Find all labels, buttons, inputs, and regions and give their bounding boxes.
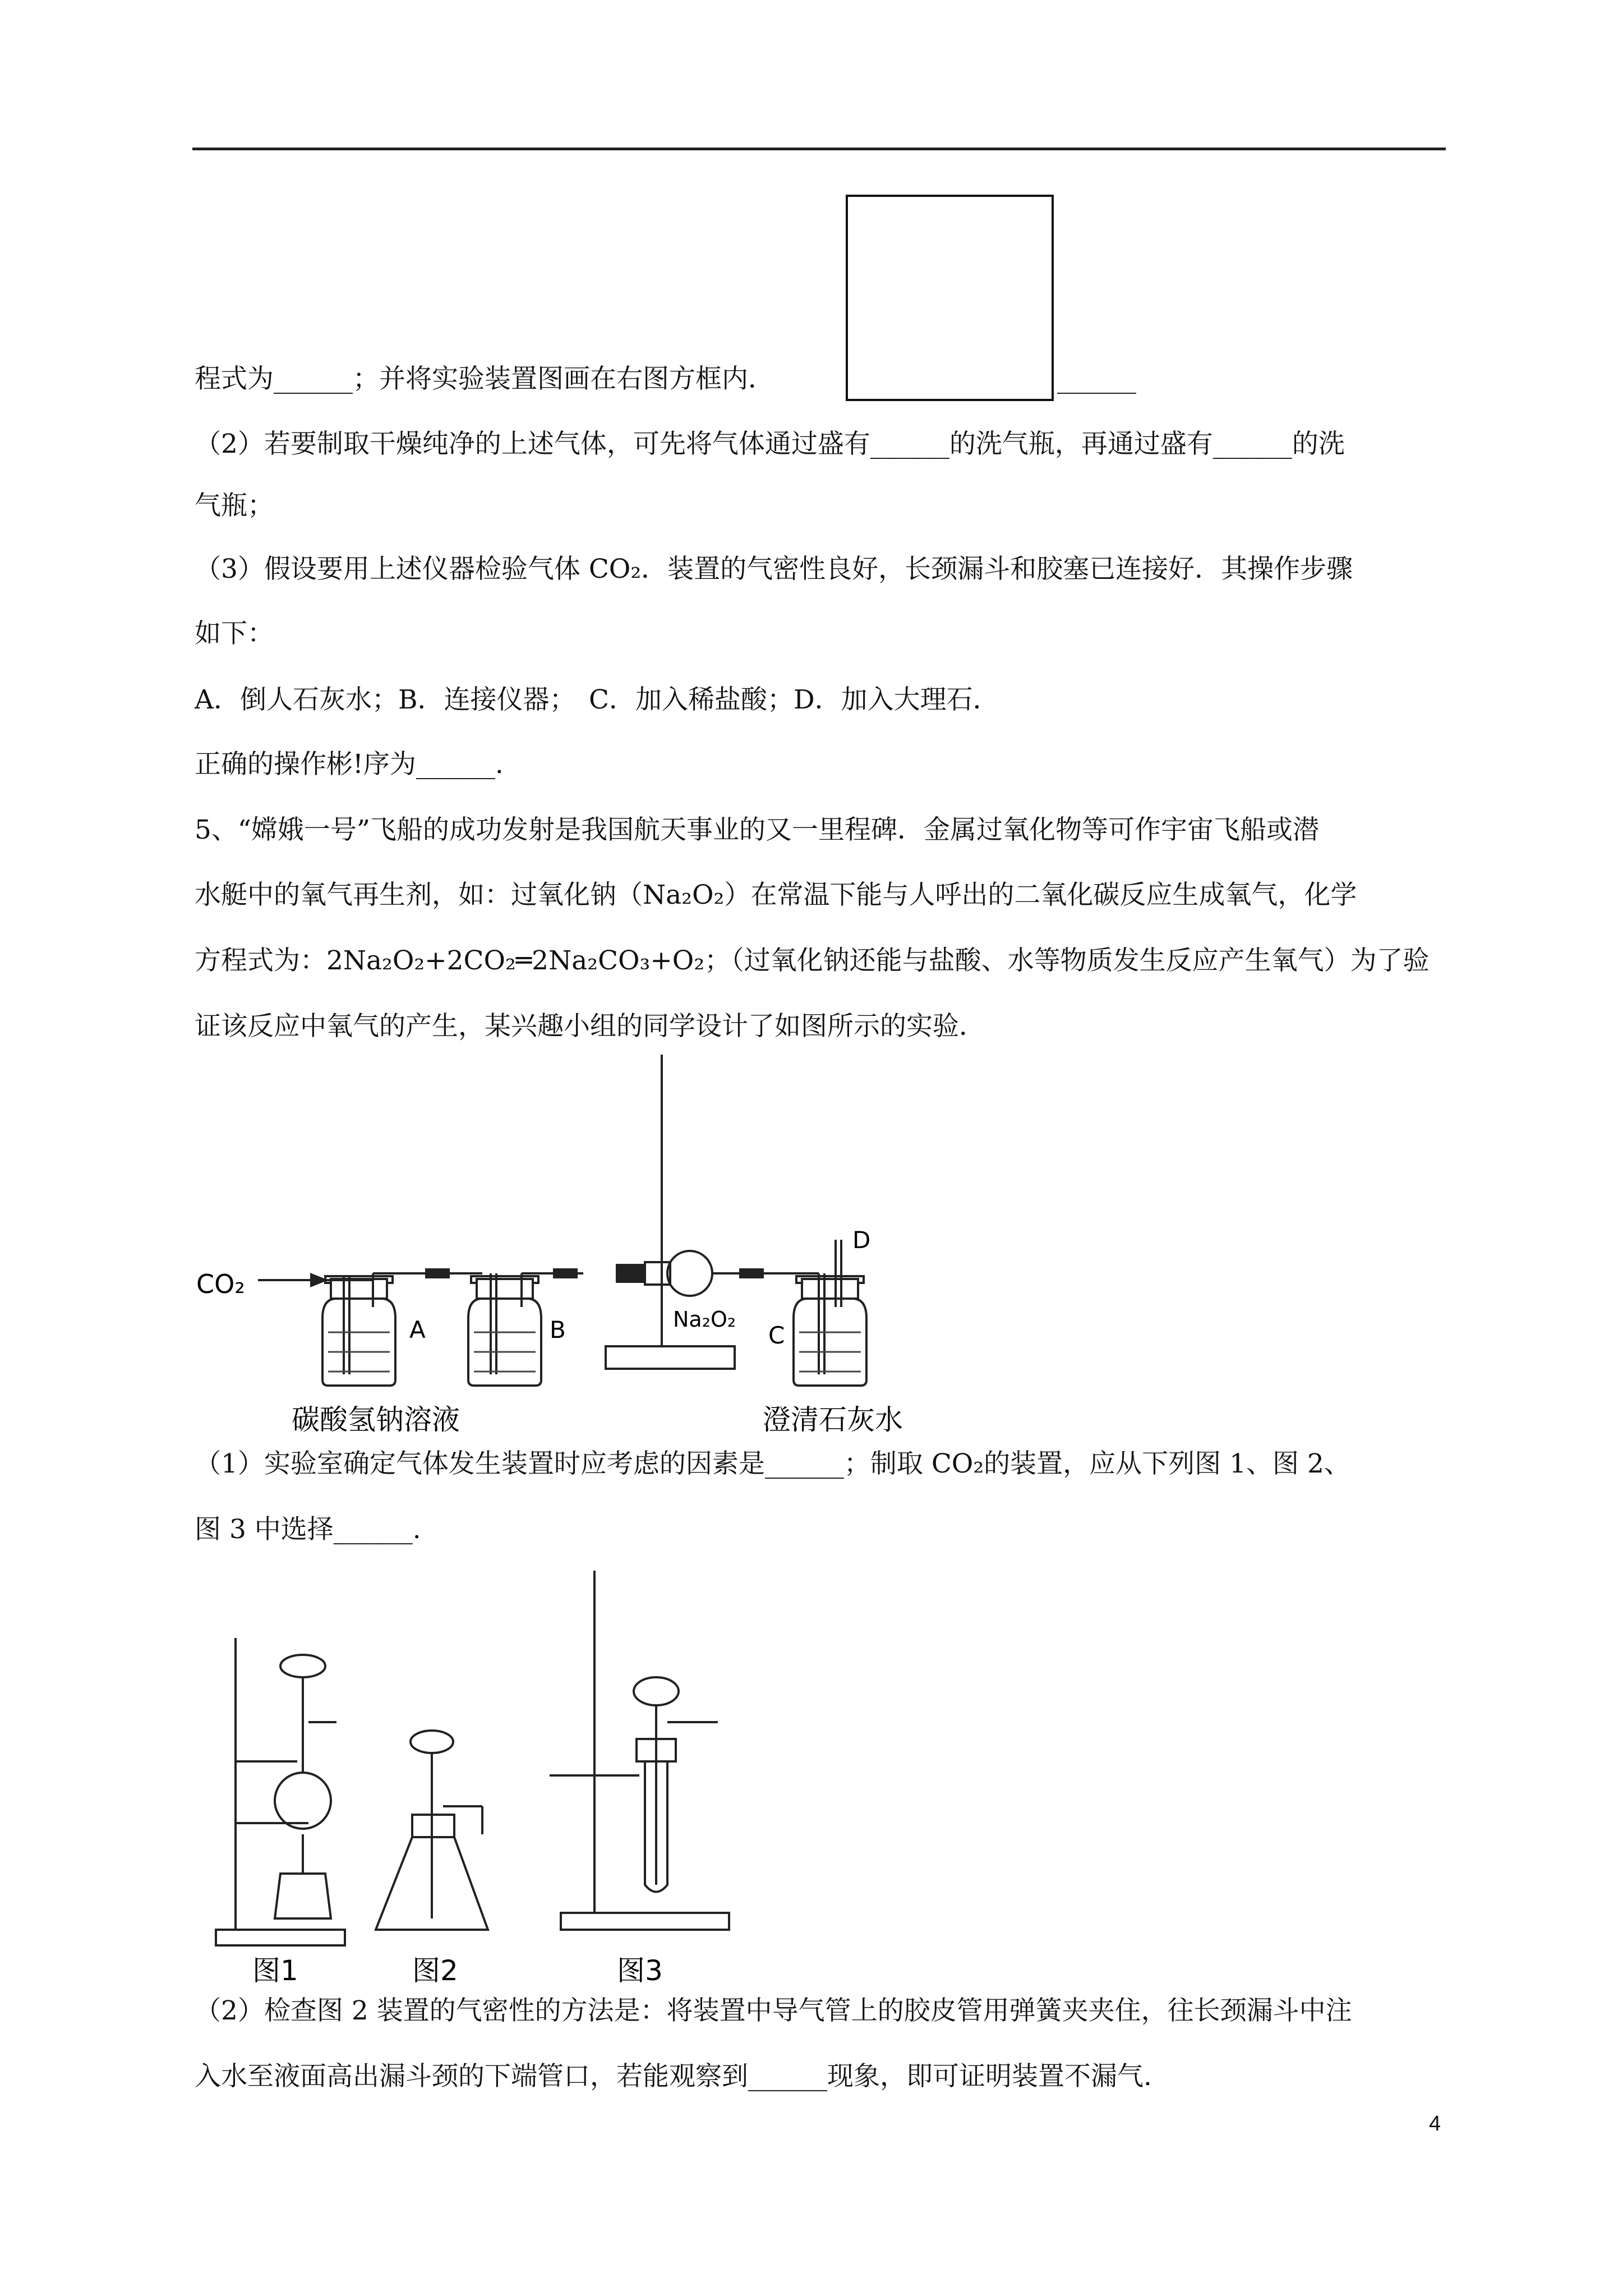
fig1-label: 图1 [252,1954,298,1986]
q5-sub2-line-1: （2）检查图 2 装置的气密性的方法是：将装置中导气管上的胶皮管用弹簧夹夹住，往长颈漏斗中注 [195,1995,1352,2026]
q4-line-6: A．倒人石灰水；B．连接仪器； C．加入稀盐酸；D．加入大理石． [195,684,999,715]
generator-options-figure [191,1571,751,1986]
q4-line-1: 程式为______；并将实验装置图画在右图方框内． [195,364,774,394]
outlet-d-label: D [852,1226,871,1254]
q5-line-2: 水艇中的氧气再生剂，如：过氧化钠（Na₂O₂）在常温下能与人呼出的二氧化碳反应生成氧气，化学 [195,880,1357,910]
q5-sub1-line-2: 图 3 中选择______. [195,1514,421,1545]
caption-limewater: 澄清石灰水 [763,1404,903,1436]
q4-line-4: （3）假设要用上述仪器检验气体 CO₂．装置的气密性良好，长颈漏斗和胶塞已连接好．其操作步骤 [195,554,1353,585]
fig3-label: 图3 [617,1954,663,1986]
q4-line-7: 正确的操作彬!序为______. [195,749,504,780]
q4-line-2: （2）若要制取干燥纯净的上述气体，可先将气体通过盛有______的洗气瓶，再通过盛有______的洗 [195,429,1345,459]
fig2-label: 图2 [412,1954,458,1986]
header-rule [192,148,1446,150]
q5-line-4: 证该反应中氧气的产生，某兴趣小组的同学设计了如图所示的实验． [195,1011,985,1042]
q4-line-3: 气瓶； [195,490,274,521]
q4-line-1-tail: ______ [1057,364,1136,394]
q5-sub2-line-2: 入水至液面高出漏斗颈的下端管口，若能观察到______现象，即可证明装置不漏气. [195,2061,1152,2092]
bottle-b-label: B [550,1316,566,1343]
q5-line-1: 5、“嫦娥一号”飞船的成功发射是我国航天事业的又一里程碑．金属过氧化物等可作宇宙飞船或潜 [195,815,1319,845]
page-number: 4 [1429,2112,1441,2136]
drawing-box [846,195,1054,401]
bottle-a-label: A [409,1316,426,1343]
caption-sodium-bicarbonate: 碳酸氢钠溶液 [292,1404,460,1436]
q5-sub1-line-1: （1）实验室确定气体发生装置时应考虑的因素是______；制取 CO₂的装置，应从下列图 1、图 2、 [195,1448,1350,1479]
bottle-c-label: C [768,1322,785,1349]
q4-line-5: 如下： [195,618,274,649]
q5-line-3: 方程式为：2Na₂O₂+2CO₂═2Na₂CO₃+O₂；（过氧化钠还能与盐酸、水等物质发生反应产生氧气）为了验 [195,945,1430,976]
co2-label: CO₂ [196,1269,245,1299]
co2-apparatus-figure [191,1055,931,1447]
na2o2-label: Na₂O₂ [673,1307,736,1332]
